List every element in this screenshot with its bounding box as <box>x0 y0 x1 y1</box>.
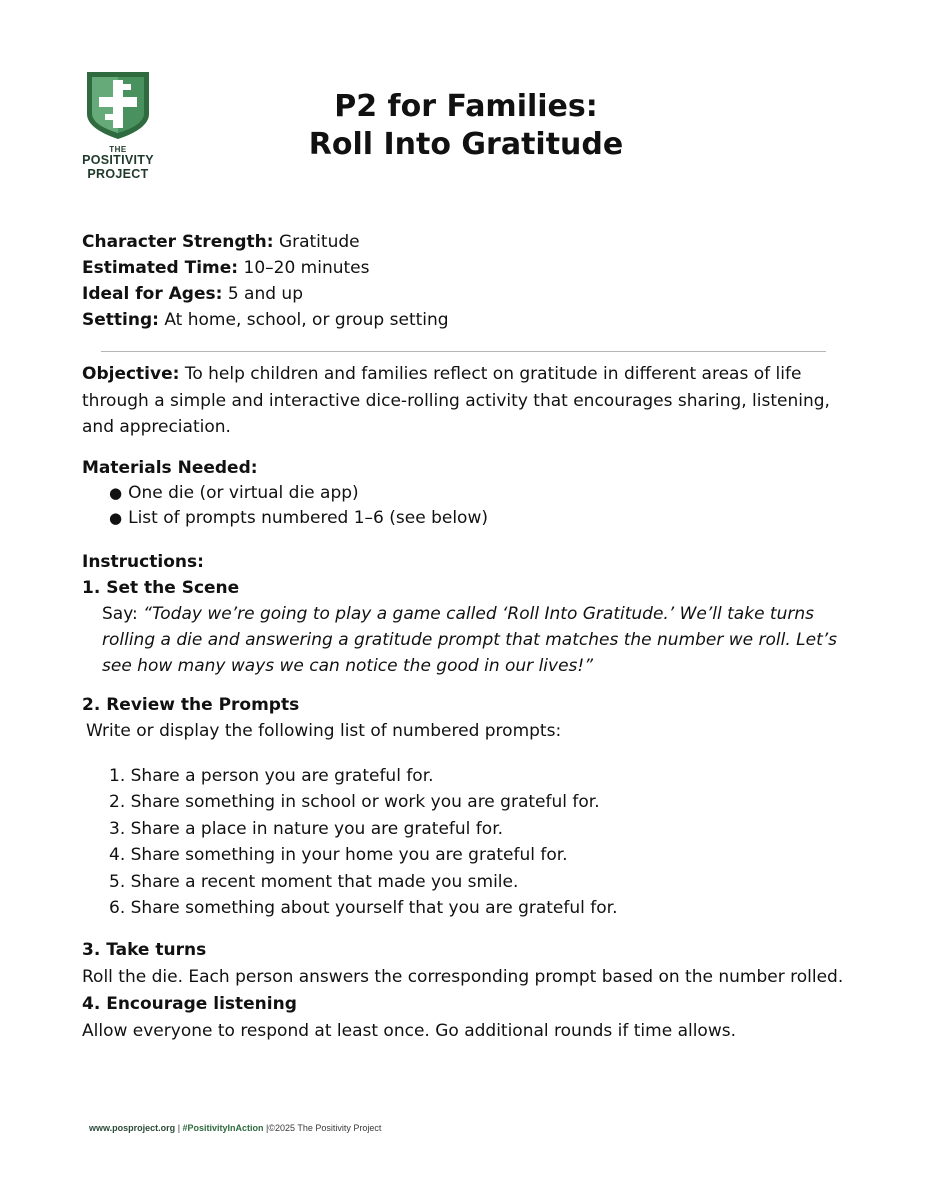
footer-copyright: ©2025 The Positivity Project <box>268 1123 382 1133</box>
list-item <box>109 481 488 506</box>
instructions-heading: Instructions: <box>82 552 204 572</box>
step-4-title: 4. Encourage listening <box>82 994 297 1014</box>
list-item: 5. Share a recent moment that made you smile. <box>109 871 519 892</box>
objective-label: Objective: <box>82 364 180 384</box>
footer-url[interactable]: www.posproject.org <box>89 1123 176 1133</box>
bullet-icon: ● <box>109 509 123 527</box>
detail-ideal-ages <box>82 281 449 307</box>
divider <box>101 351 826 352</box>
detail-label: Character Strength: <box>82 232 274 252</box>
materials-heading: Materials Needed: <box>82 458 258 478</box>
detail-value: Gratitude <box>278 232 360 252</box>
logo-text-the: THE <box>109 145 127 154</box>
step-2-title: 2. Review the Prompts <box>82 695 300 715</box>
activity-details <box>82 229 449 333</box>
list-item: 2. Share something in school or work you are grateful for. <box>109 792 600 813</box>
step-3-title: 3. Take turns <box>82 940 207 960</box>
detail-label: Ideal for Ages: <box>82 284 223 304</box>
steps-3-4 <box>82 937 872 1045</box>
detail-label: Setting: <box>82 310 159 330</box>
step-2-intro: Write or display the following list of numbered prompts: <box>86 721 562 741</box>
shield-plus-icon <box>85 70 151 140</box>
logo-text-positivity: POSITIVITY <box>82 153 154 168</box>
step-1-script <box>82 601 862 679</box>
detail-character-strength <box>82 229 449 255</box>
footer-separator: | <box>175 1123 183 1133</box>
detail-value: 10–20 minutes <box>243 258 370 278</box>
materials-list <box>82 481 488 531</box>
footer <box>89 1123 381 1133</box>
page-title <box>200 88 732 164</box>
instructions-section <box>82 549 862 679</box>
material-text: List of prompts numbered 1–6 (see below) <box>128 508 488 528</box>
step-3-text: Roll the die. Each person answers the corresponding prompt based on the number rolled. <box>82 967 844 987</box>
material-text: One die (or virtual die app) <box>128 483 359 503</box>
detail-value: 5 and up <box>227 284 303 304</box>
list-item <box>109 506 488 531</box>
prompt-list <box>109 763 618 921</box>
footer-separator: | <box>263 1123 269 1133</box>
list-item: 3. Share a place in nature you are grateful for. <box>109 818 504 839</box>
list-item: 4. Share something in your home you are grateful for. <box>109 845 568 866</box>
objective-paragraph <box>82 361 852 441</box>
materials-section <box>82 456 488 531</box>
detail-setting <box>82 307 449 333</box>
detail-estimated-time <box>82 255 449 281</box>
objective-text: To help children and families reflect on gratitude in different areas of life through a simple and interactive dice-rolling activity that encourages sharing, listening, and appreciation. <box>82 364 830 437</box>
list-item: 6. Share something about yourself that you are grateful for. <box>109 898 618 919</box>
detail-label: Estimated Time: <box>82 258 239 278</box>
say-label: Say: <box>102 604 138 624</box>
title-line-2: Roll Into Gratitude <box>308 127 624 162</box>
logo-text-project: PROJECT <box>87 166 149 181</box>
say-quote: “Today we’re going to play a game called ‘Roll Into Gratitude.’ We’ll take turns rolling a die and answering a gratitude prompt that matches the number we roll. Let’s see how many ways we can notice the good in our lives!” <box>102 604 838 676</box>
footer-hashtag: #PositivityInAction <box>182 1123 264 1133</box>
list-item: 1. Share a person you are grateful for. <box>109 766 434 786</box>
title-line-1: P2 for Families: <box>334 89 598 124</box>
bullet-icon: ● <box>109 484 123 502</box>
detail-value: At home, school, or group setting <box>164 310 449 330</box>
positivity-project-logo <box>74 70 164 186</box>
step-1-title: 1. Set the Scene <box>82 578 240 598</box>
step-4-text: Allow everyone to respond at least once. Go additional rounds if time allows. <box>82 1021 736 1041</box>
